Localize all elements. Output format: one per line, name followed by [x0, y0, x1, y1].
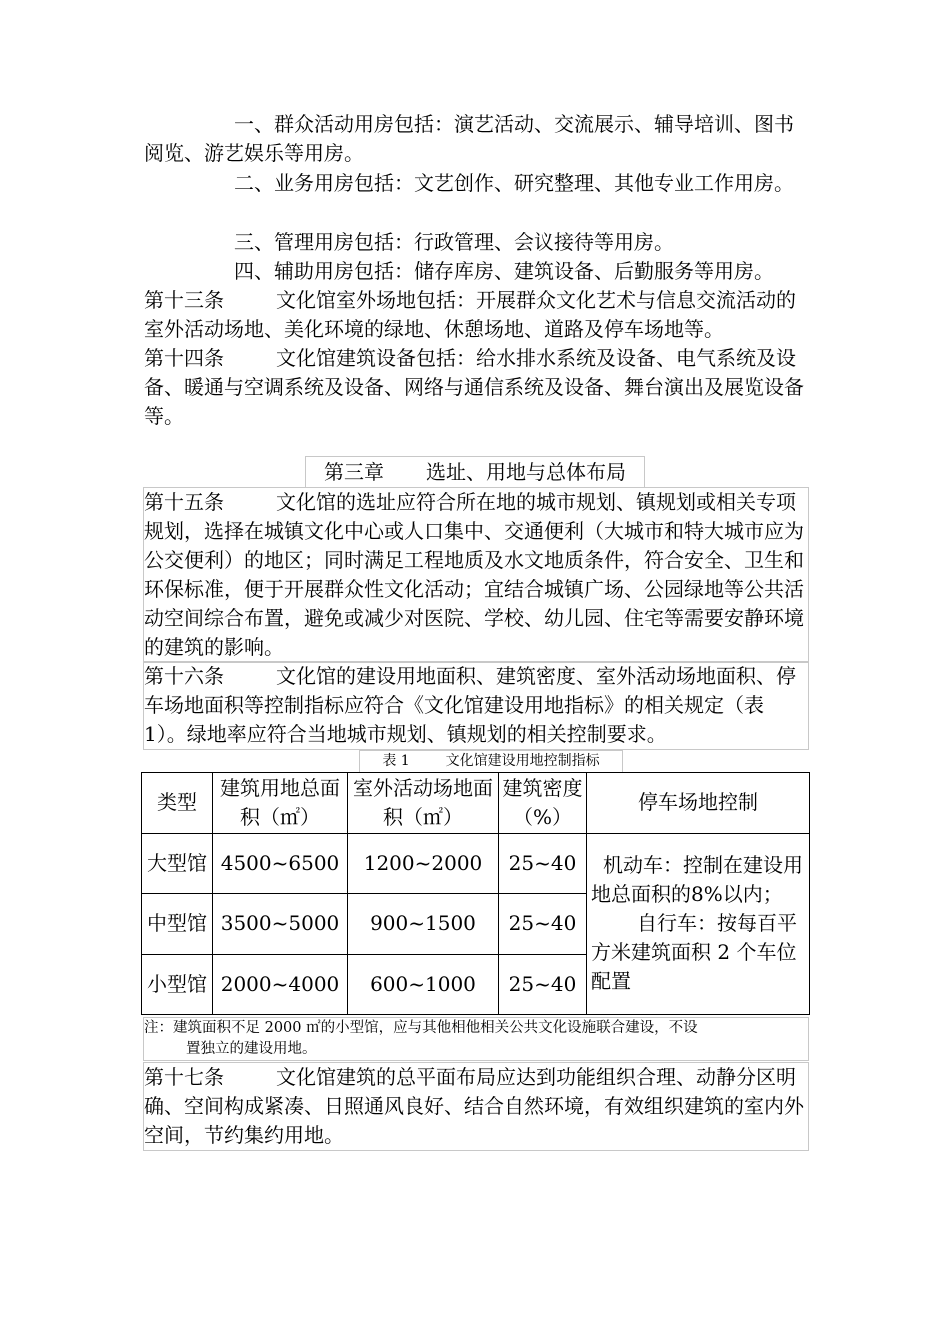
cell-density: 25~40 — [499, 833, 587, 894]
header-parking: 停车场地控制 — [587, 773, 810, 834]
table-caption-title: 文化馆建设用地控制指标 — [445, 753, 600, 769]
parking-motor: 机动车：控制在建设用地总面积的8%以内； — [591, 853, 803, 907]
article-14 — [144, 344, 808, 431]
cell-land-area: 2000~4000 — [213, 954, 348, 1015]
table-caption-number: 表 1 — [382, 753, 410, 769]
article-number: 第十五条 — [144, 490, 224, 514]
table-note-line-1: 注：建筑面积不足 2000 ㎡的小型馆，应与其他相他相关公共文化设施联合建设，不设 — [144, 1020, 698, 1036]
paragraph-activity-rooms: 一、群众活动用房包括：演艺活动、交流展示、辅导培训、图书阅览、游艺娱乐等用房。 — [144, 112, 794, 165]
article-number: 第十七条 — [144, 1065, 224, 1089]
table-note-line-2: 置独立的建设用地。 — [186, 1041, 317, 1057]
cell-density: 25~40 — [499, 954, 587, 1015]
table-row — [142, 833, 810, 894]
cell-type: 中型馆 — [142, 894, 213, 955]
table-header-row — [142, 773, 810, 834]
cell-type: 大型馆 — [142, 833, 213, 894]
header-land-area: 建筑用地总面积（㎡） — [213, 773, 348, 834]
article-number: 第十六条 — [144, 664, 224, 688]
article-text: 文化馆建筑的总平面布局应达到功能组织合理、动静分区明确、空间构成紧凑、日照通风良好、结合自然环境，有效组织建筑的室内外空间，节约集约用地。 — [144, 1065, 804, 1147]
cell-outdoor-area: 900~1500 — [348, 894, 499, 955]
article-number: 第十四条 — [144, 346, 224, 370]
cell-density: 25~40 — [499, 894, 587, 955]
cell-land-area: 4500~6500 — [213, 833, 348, 894]
parking-bike: 自行车：按每百平方米建筑面积 2 个车位配置 — [591, 911, 797, 994]
article-15 — [144, 488, 808, 662]
cell-parking-control — [587, 833, 810, 1015]
table-caption — [360, 751, 622, 772]
paragraph-auxiliary-rooms: 四、辅助用房包括：储存库房、建筑设备、后勤服务等用房。 — [234, 259, 774, 283]
table-note — [144, 1018, 808, 1060]
cell-land-area: 3500~5000 — [213, 894, 348, 955]
land-control-table — [141, 772, 810, 1015]
chapter-heading — [306, 457, 644, 487]
paragraph-business-rooms: 二、业务用房包括：文艺创作、研究整理、其他专业工作用房。 — [234, 171, 794, 195]
article-text: 文化馆建筑设备包括：给水排水系统及设备、电气系统及设备、暖通与空调系统及设备、网络与通信系统及设备、舞台演出及展览设备等。 — [144, 346, 804, 428]
cell-outdoor-area: 1200~2000 — [348, 833, 499, 894]
article-text: 文化馆的建设用地面积、建筑密度、室外活动场地面积、停车场地面积等控制指标应符合《文化馆建设用地指标》的相关规定（表 1）。绿地率应符合当地城市规划、镇规划的相关控制要求。 — [144, 664, 796, 746]
header-type: 类型 — [142, 773, 213, 834]
chapter-title: 选址、用地与总体布局 — [426, 460, 626, 484]
paragraph-management-rooms: 三、管理用房包括：行政管理、会议接待等用房。 — [234, 230, 674, 254]
header-outdoor-area: 室外活动场地面积（㎡） — [348, 773, 499, 834]
article-text: 文化馆室外场地包括：开展群众文化艺术与信息交流活动的室外活动场地、美化环境的绿地、休憩场地、道路及停车场地等。 — [144, 288, 796, 341]
article-17 — [144, 1063, 808, 1150]
header-density: 建筑密度（%） — [499, 773, 587, 834]
cell-type: 小型馆 — [142, 954, 213, 1015]
article-text: 文化馆的选址应符合所在地的城市规划、镇规划或相关专项规划，选择在城镇文化中心或人口集中、交通便利（大城市和特大城市应为公交便利）的地区；同时满足工程地质及水文地质条件，符合安全、卫生和环保标准，便于开展群众性文化活动；宜结合城镇广场、公园绿地等公共活动空间综合布置，避免或减少对医院、学校、幼儿园、住宅等需要安静环境的建筑的影响。 — [144, 490, 804, 659]
cell-outdoor-area: 600~1000 — [348, 954, 499, 1015]
article-16 — [144, 662, 808, 749]
chapter-number: 第三章 — [324, 460, 384, 484]
article-13 — [144, 286, 808, 344]
article-number: 第十三条 — [144, 288, 224, 312]
